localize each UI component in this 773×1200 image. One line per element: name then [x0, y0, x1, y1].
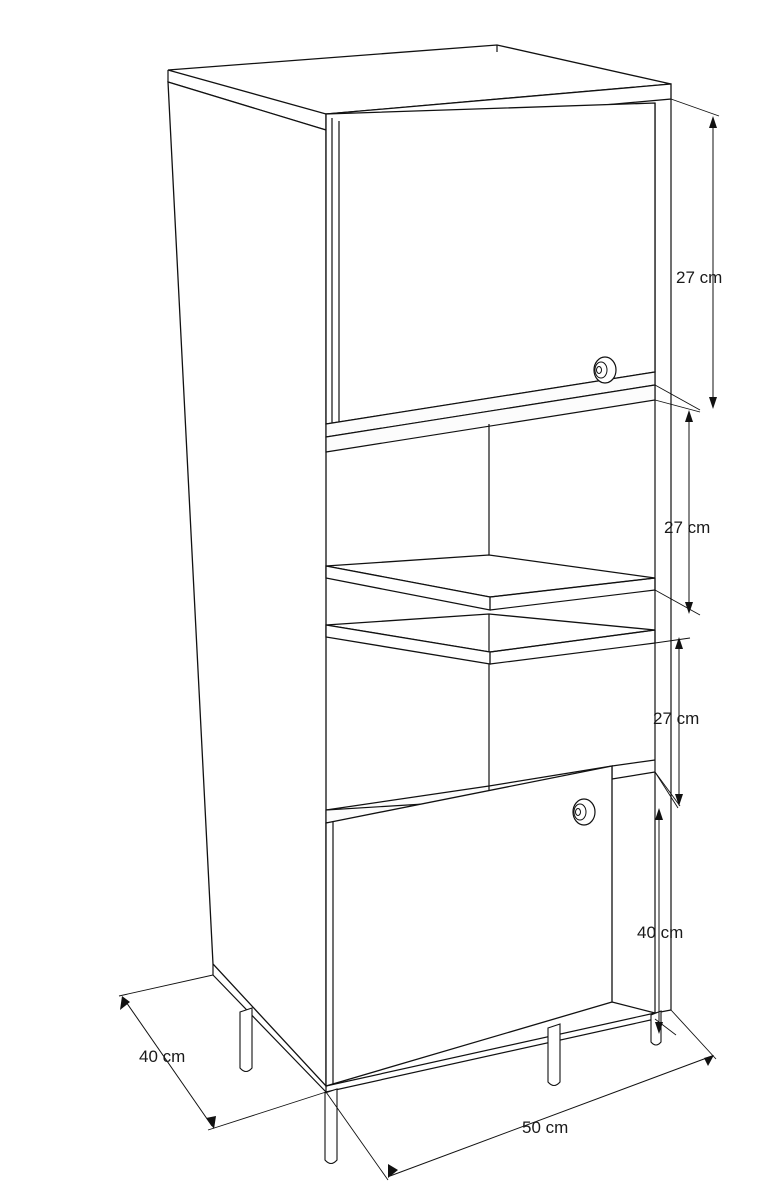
cabinet-left-side-panel: [168, 82, 326, 1092]
dimension-upper-shelf-height: [655, 400, 710, 615]
upper-door: [326, 103, 655, 437]
upper-door-knob: [594, 357, 616, 383]
dimension-label-upper-shelf: 27 cm: [664, 518, 711, 537]
dimension-lower-shelf-height: [653, 637, 699, 806]
dimension-label-width: 50 cm: [522, 1118, 569, 1137]
dimension-lower-door-height: [637, 772, 683, 1035]
lower-door-knob: [573, 799, 595, 825]
dimension-label-upper-door: 27 cm: [676, 268, 723, 287]
dimension-label-lower-door: 40 cm: [637, 923, 684, 942]
dimension-label-depth: 40 cm: [139, 1047, 186, 1066]
dimension-upper-door-height: [655, 99, 722, 410]
dimension-label-lower-shelf: 27 cm: [653, 709, 700, 728]
